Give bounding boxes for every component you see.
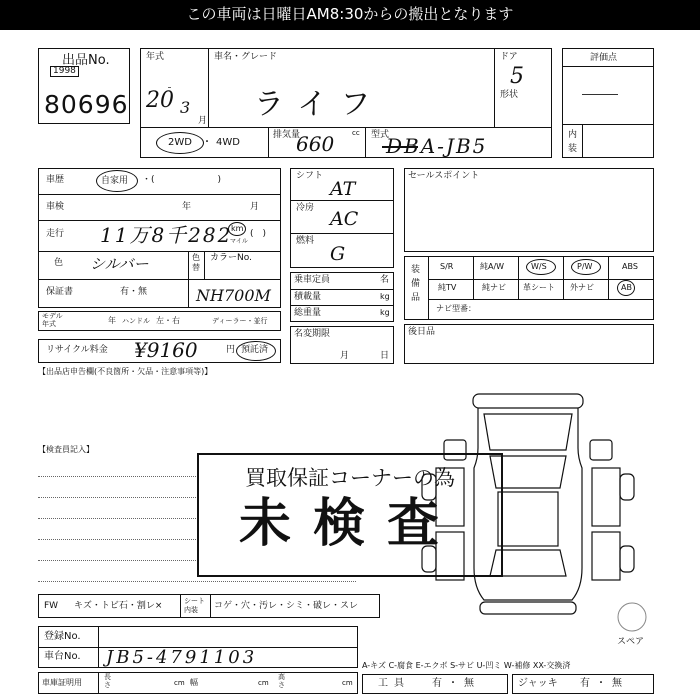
score-value-line xyxy=(582,94,618,95)
jack-options: 有・無 xyxy=(580,678,628,689)
model-year-unit: 年 xyxy=(108,316,116,325)
inspection-year: 年 xyxy=(182,202,192,212)
stamp-top-text: 買取保証コーナーの為 xyxy=(245,466,455,490)
width-label: 幅 xyxy=(190,678,198,687)
color-label: 色 xyxy=(54,258,64,268)
shape-label: 形状 xyxy=(500,90,519,100)
shift-label: シフト xyxy=(296,171,324,181)
mileage-label: 走行 xyxy=(46,229,65,239)
mileage-unit-mile: マイル xyxy=(230,238,248,245)
displacement-unit: cc xyxy=(352,129,360,137)
later-items-box xyxy=(404,324,654,364)
color-change-label: 色替 xyxy=(192,253,200,273)
year-value: 20 xyxy=(146,88,174,113)
lot-tag: 1998 xyxy=(50,66,79,77)
load-label: 積載量 xyxy=(294,292,322,302)
equip-navi: 純ナビ xyxy=(482,283,506,292)
namechange-label: 名変期限 xyxy=(294,329,331,339)
drive-4wd: 4WD xyxy=(216,137,240,148)
equip-external-navi: 外ナビ xyxy=(570,283,594,292)
length-label: 長さ xyxy=(104,673,111,689)
inspector-label: 【検査員記入】 xyxy=(38,445,94,454)
model-value: DBA-JB5 xyxy=(386,134,488,158)
lot-label: 出品No. xyxy=(62,53,110,68)
registration-history-value: 自家用 xyxy=(101,176,129,186)
door-value: 5 xyxy=(510,64,524,89)
capacity-label: 乗車定員 xyxy=(294,275,331,285)
right-rear-door xyxy=(592,532,620,580)
front-bumper xyxy=(473,394,583,408)
name-label: 車名・グレード xyxy=(214,52,278,62)
right-front-door xyxy=(592,468,620,526)
width-unit: cm xyxy=(258,679,269,687)
left-mirror xyxy=(444,440,466,460)
left-front-tire xyxy=(422,474,436,500)
hood xyxy=(484,414,572,450)
right-rear-tire xyxy=(620,546,634,572)
namechange-day: 日 xyxy=(380,351,390,361)
interior-label: 内装 xyxy=(568,130,578,155)
fw-label: FW xyxy=(44,601,59,611)
inspection-month: 月 xyxy=(250,202,260,212)
fuel-value: G xyxy=(330,243,346,265)
dealer-label: ディーラー・並行 xyxy=(212,317,268,325)
spare-tire-icon xyxy=(615,600,649,634)
equip-airbag: AB xyxy=(621,283,632,292)
name-value: ライフ xyxy=(254,87,385,122)
chassis-label: 車台No. xyxy=(44,651,81,662)
equipment-label: 装備品 xyxy=(411,265,421,303)
ac-label: 冷房 xyxy=(296,203,315,213)
color-no-label: カラーNo. xyxy=(210,253,252,263)
warranty-options: 有・無 xyxy=(120,287,148,297)
registration-history-suffix: ・( ) xyxy=(142,175,222,185)
left-rear-tire xyxy=(422,546,436,572)
weight-label: 総重量 xyxy=(294,308,322,318)
equip-abs: ABS xyxy=(622,262,638,271)
model-label: 型式 xyxy=(371,130,390,140)
month-suffix: 月 xyxy=(198,116,208,126)
garage-cert-box xyxy=(38,672,358,694)
height-label: 高さ xyxy=(278,673,285,689)
recycle-label: リサイクル料金 xyxy=(46,345,108,355)
jack-label: ジャッキ xyxy=(518,678,558,689)
fuel-label: 燃料 xyxy=(296,236,315,246)
windshield xyxy=(490,456,566,488)
equip-alloy-wheel: 純A/W xyxy=(480,262,505,271)
recycle-value: ¥9160 xyxy=(134,338,198,362)
tools-label: 工具 xyxy=(378,678,410,689)
banner-text: この車両は日曜日AM8:30からの搬出となります xyxy=(186,5,514,23)
ac-value: AC xyxy=(330,208,359,230)
car-damage-diagram xyxy=(418,388,648,620)
roof xyxy=(498,492,558,546)
month-value: 3 xyxy=(180,98,191,117)
handle-options: 左・右 xyxy=(156,316,180,325)
namechange-month: 月 xyxy=(340,351,350,361)
drive-sep: ・ xyxy=(202,137,212,148)
equip-sunroof: S/R xyxy=(440,262,454,271)
lot-number: 80696 xyxy=(44,90,129,119)
later-items-label: 後日品 xyxy=(408,327,436,337)
equip-power-window: P/W xyxy=(577,262,593,271)
equip-leather: 革シート xyxy=(523,283,555,292)
registration-history-label: 車歴 xyxy=(46,175,65,185)
tools-options: 有・無 xyxy=(432,678,480,689)
equip-power-steering: W/S xyxy=(531,262,547,271)
weight-unit: kg xyxy=(380,308,390,317)
garage-cert-label: 車庫証明用 xyxy=(42,678,82,687)
inspection-label: 車検 xyxy=(46,202,65,212)
length-unit: cm xyxy=(174,679,185,687)
recycle-tag: 預託済 xyxy=(241,345,269,355)
rear-bumper xyxy=(480,602,576,614)
recycle-unit: 円 xyxy=(226,345,236,355)
right-mirror xyxy=(590,440,612,460)
chassis-value: JB5-4791103 xyxy=(106,647,258,668)
left-rear-door xyxy=(436,532,464,580)
warranty-label: 保証書 xyxy=(46,287,74,297)
equip-tv: 純TV xyxy=(438,283,457,292)
mileage-paren: ( ) xyxy=(250,229,267,239)
year-label: 年式 xyxy=(146,52,165,62)
displacement-value: 660 xyxy=(296,132,335,156)
navi-model-label: ナビ型番： xyxy=(436,304,476,313)
fw-text: キズ・トビ石・割レ× xyxy=(74,601,163,611)
drive-2wd: 2WD xyxy=(168,137,192,148)
height-unit: cm xyxy=(342,679,353,687)
rear-window xyxy=(490,550,566,576)
color-no-value: NH700M xyxy=(196,286,271,305)
handle-label: ハンドル xyxy=(122,317,150,325)
seat-text: コゲ・穴・汚レ・シミ・破レ・スレ xyxy=(214,601,359,611)
displacement-label: 排気量 xyxy=(273,130,301,140)
score-title: 評価点 xyxy=(590,53,618,63)
capacity-unit: 名 xyxy=(380,275,390,285)
shift-value: AT xyxy=(330,178,356,200)
color-value: シルバー xyxy=(90,255,149,273)
mileage-value: 11万8千282 xyxy=(100,223,233,247)
stamp-main-text: 未検査 xyxy=(238,494,461,554)
model-year-label: モデル年式 xyxy=(42,312,63,328)
car-body-outline xyxy=(474,408,582,600)
seat-label: シート内装 xyxy=(184,597,205,615)
left-front-door xyxy=(436,468,464,526)
spare-label: スペア xyxy=(617,637,645,647)
right-front-tire xyxy=(620,474,634,500)
sales-point-label: セールスポイント xyxy=(408,171,480,181)
reg-no-label: 登録No. xyxy=(44,631,81,642)
door-label: ドア xyxy=(500,52,518,62)
load-unit: kg xyxy=(380,292,390,301)
mileage-unit: km xyxy=(231,224,244,233)
damage-legend: A-キズ C-腐食 E-エクボ S-サビ U-凹ミ W-補修 XX-交換済 xyxy=(362,661,571,670)
seller-note-label: 【出品店申告欄(不良箇所・欠品・注意事項等)】 xyxy=(38,367,213,376)
